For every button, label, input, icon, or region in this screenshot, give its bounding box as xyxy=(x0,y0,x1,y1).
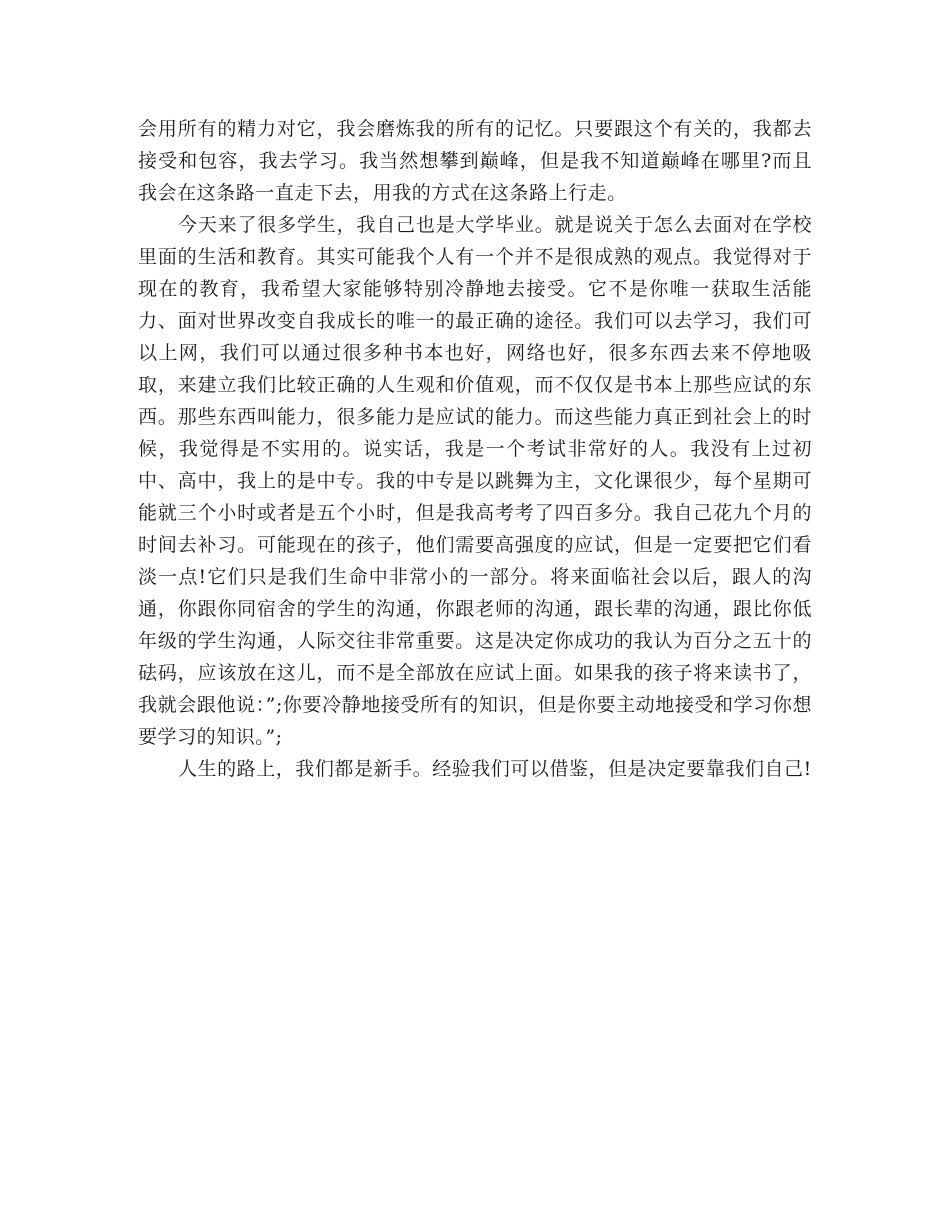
paragraph-conclusion: 人生的路上，我们都是新手。经验我们可以借鉴，但是决定要靠我们自己! xyxy=(178,758,812,780)
paragraph-continuation: 会用所有的精力对它，我会磨炼我的所有的记忆。只要跟这个有关的，我都去接受和包容，我去学习。我当然想攀到巅峰，但是我不知道巅峰在哪里?而且我会在这条路一直走下去，用我的方式在这条路上行走。 xyxy=(138,118,812,204)
paragraph-education: 今天来了很多学生，我自己也是大学毕业。就是说关于怎么去面对在学校里面的生活和教育。其实可能我个人有一个并不是很成熟的观点。我觉得对于现在的教育，我希望大家能够特别冷静地去接受。它不是你唯一获取生活能力、面对世界改变自我成长的唯一的最正确的途径。我们可以去学习，我们可以上网，我们可以通过很多种书本也好，网络也好，很多东西去来不停地吸取，来建立我们比较正确的人生观和价值观，而不仅仅是书本上那些应试的东西。那些东西叫能力，很多能力是应试的能力。而这些能力真正到社会上的时候，我觉得是不实用的。说实话，我是一个考试非常好的人。我没有上过初中、高中，我上的是中专。我的中专是以跳舞为主，文化课很少，每个星期可能就三个小时或者是五个小时，但是我高考考了四百多分。我自己花九个月的时间去补习。可能现在的孩子，他们需要高强度的应试，但是一定要把它们看淡一点!它们只是我们生命中非常小的一部分。将来面临社会以后，跟人的沟通，你跟你同宿舍的学生的沟通，你跟老师的沟通，跟长辈的沟通，跟比你低年级的学生沟通，人际交往非常重要。这是决定你成功的我认为百分之五十的砝码，应该放在这儿，而不是全部放在应试上面。如果我的孩子将来读书了，我就会跟他说：”;你要冷静地接受所有的知识，但是你要主动地接受和学习你想要学习的知识。”; xyxy=(138,214,812,748)
document-body xyxy=(138,113,812,785)
